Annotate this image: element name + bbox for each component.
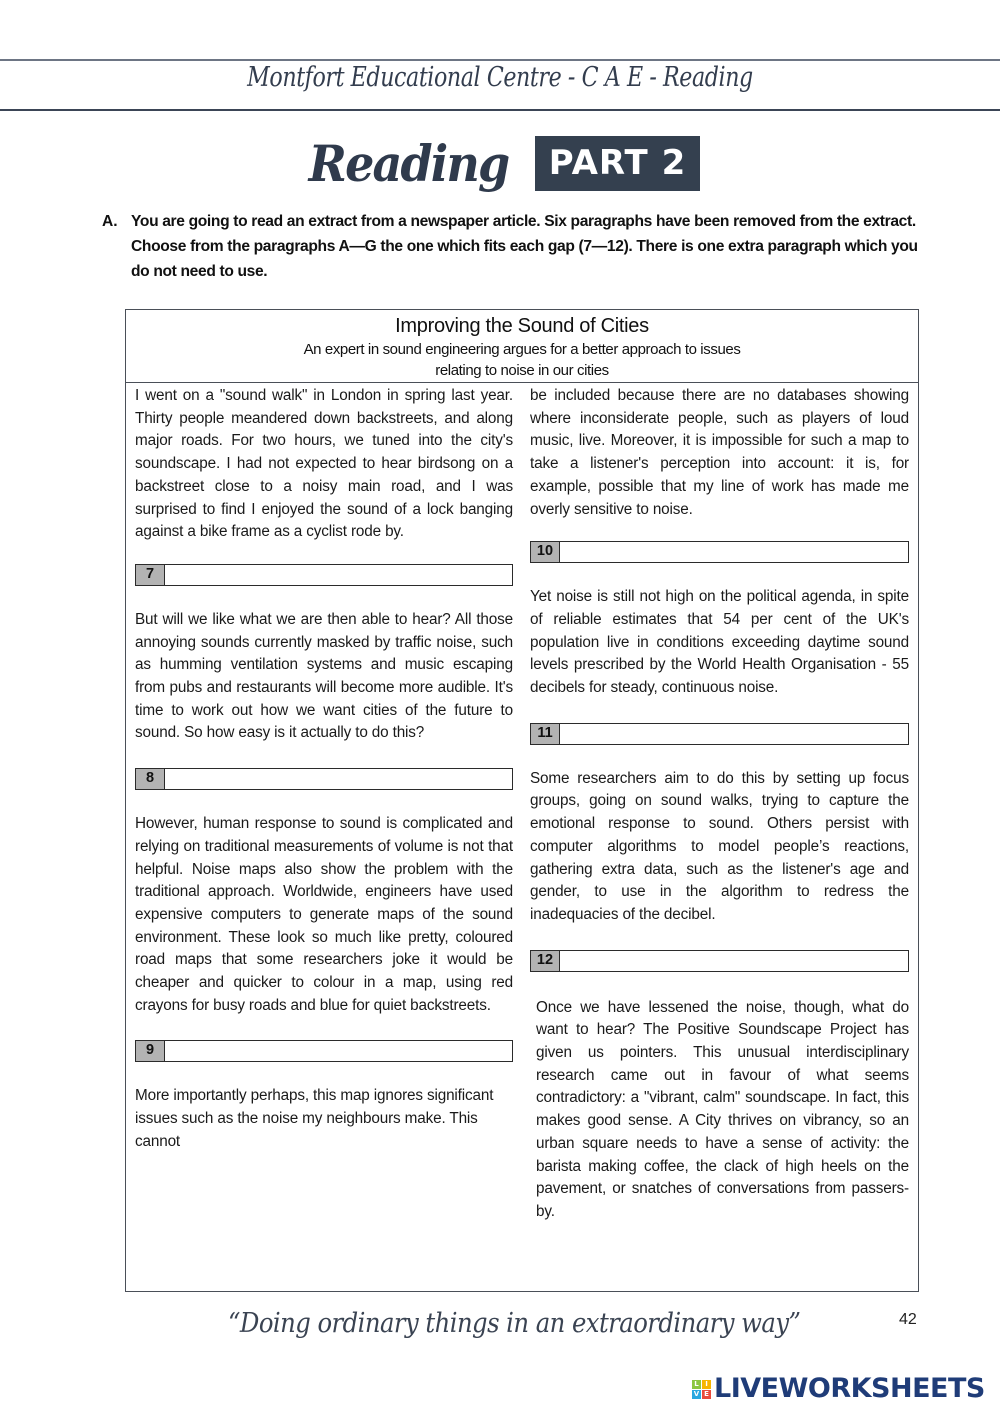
gap-10-answer-input[interactable]	[560, 542, 908, 562]
liveworksheets-logo[interactable]	[692, 1374, 985, 1404]
header-top-rule	[0, 59, 1000, 61]
paragraph-right-3: Some researchers aim to do this by setting up focus groups, going on sound walks, trying to capture the emotional response to sound. Others persist with computer algorithms to model people’s reactions, gathering extra data, such as the listener's age and gender, to use in the algorithm to redress the inadequacies of the decibel.	[530, 769, 909, 923]
article-subtitle-line2: relating to noise in our cities	[435, 362, 609, 379]
gap-number: 9	[136, 1041, 165, 1061]
logo-tile-i: I	[702, 1380, 711, 1389]
paragraph-left-3: However, human response to sound is complicated and relying on traditional measurements of volume is not that helpful. Noise maps also show the problem with the traditional approach. Worldwide, engineers have used expensive computers to generate maps of the sound environment. These look so much like pretty, coloured road maps that some researchers joke it would be cheaper and quicker to colour in a map, using red crayons for busy roads and blue for quiet backstreets.	[135, 815, 513, 1014]
gap-12-answer-input[interactable]	[560, 951, 908, 971]
liveworksheets-logo-text: LIVEWORKSHEETS	[714, 1373, 985, 1404]
paragraph-right-4: Once we have lessened the noise, though, what do want to hear? The Positive Soundscape Project has given us pointers. This unusual interdisciplinary research came out in favour of what seems contradictory: a "vibrant, calm" soundscape. In fact, this makes good sense. A City thrives on vibrancy, so an urban square needs to have a sense of activity: the barista making coffee, the clack of high heels on the pavement, or snatches of conversations from passers-by.	[536, 998, 909, 1220]
gap-number: 7	[136, 565, 165, 585]
gap-10	[530, 541, 909, 563]
logo-tile-v: V	[693, 1390, 700, 1398]
gap-11-answer-input[interactable]	[560, 724, 908, 744]
paragraph-right-2: Yet noise is still not high on the political agenda, in spite of reliable estimates that 54 per cent of the UK's population live in conditions exceeding daytime sound levels prescribed by the World Health Organisation - 55 decibels for steady, continuous noise.	[530, 588, 909, 697]
gap-7-answer-input[interactable]	[165, 565, 512, 585]
article-box	[125, 309, 919, 1292]
gap-number: 10	[531, 542, 560, 562]
page-title	[0, 134, 1000, 193]
paragraph-left-1: I went on a "sound walk" in London in spring last year. Thirty people meandered down backstreets, and along major roads. For two hours, we tuned into the city's soundscape. I had not expected to hear birdsong on a backstreet close to a noisy main road, and I was surprised to find I enjoyed the sound of a lock banging against a bike frame as a cyclist rode by.	[135, 387, 513, 541]
gap-8-answer-input[interactable]	[165, 769, 512, 789]
gap-number: 8	[136, 769, 165, 789]
school-header: Montfort Educational Centre - C A E - Reading	[247, 62, 753, 93]
gap-number: 12	[531, 951, 560, 971]
logo-tile-e: E	[702, 1390, 711, 1399]
gap-9-answer-input[interactable]	[165, 1041, 512, 1061]
gap-number: 11	[531, 724, 560, 744]
article-header	[126, 310, 918, 383]
instructions	[102, 209, 922, 284]
footer-quote: “Doing ordinary things in an extraordinary way”	[228, 1308, 801, 1339]
part-badge: PART 2	[535, 136, 700, 191]
header-bottom-rule	[0, 109, 1000, 111]
liveworksheets-logo-icon	[692, 1380, 711, 1399]
instructions-letter: A.	[102, 213, 118, 230]
paragraph-left-2: But will we like what we are then able to hear? All those annoying sounds currently masked by traffic noise, such as humming ventilation systems and music escaping from pubs and restaurants will become more audible. It's time to work out how we want cities of the future to sound. So how easy is it actually to do this?	[135, 610, 513, 742]
left-column	[135, 385, 513, 1154]
logo-tile-l: L	[692, 1380, 701, 1389]
page-number: 42	[899, 1311, 917, 1328]
title-reading: Reading	[308, 134, 509, 193]
instructions-text: You are going to read an extract from a newspaper article. Six paragraphs have been removed from the extract. Choose from the paragraphs A—G the one which fits each gap (7—12). There is one extra paragraph which you do not need to use.	[131, 213, 918, 280]
paragraph-left-4: More importantly perhaps, this map ignores significant issues such as the noise my neighbours make. This cannot	[135, 1087, 494, 1150]
article-subtitle-line1: An expert in sound engineering argues for a better approach to issues	[303, 341, 741, 358]
paragraph-right-1: be included because there are no databases showing where inconsiderate people, such as players of loud music, live. Moreover, it is impossible for such a map to take a listener's perception into account: it is, for example, possible that my line of work has made me overly sensitive to noise.	[530, 387, 909, 518]
right-column	[530, 385, 909, 1224]
gap-9	[135, 1040, 513, 1062]
gap-11	[530, 723, 909, 745]
gap-8	[135, 768, 513, 790]
gap-12	[530, 950, 909, 972]
article-columns	[126, 383, 918, 1289]
article-title: Improving the Sound of Cities	[395, 315, 649, 337]
gap-7	[135, 564, 513, 586]
